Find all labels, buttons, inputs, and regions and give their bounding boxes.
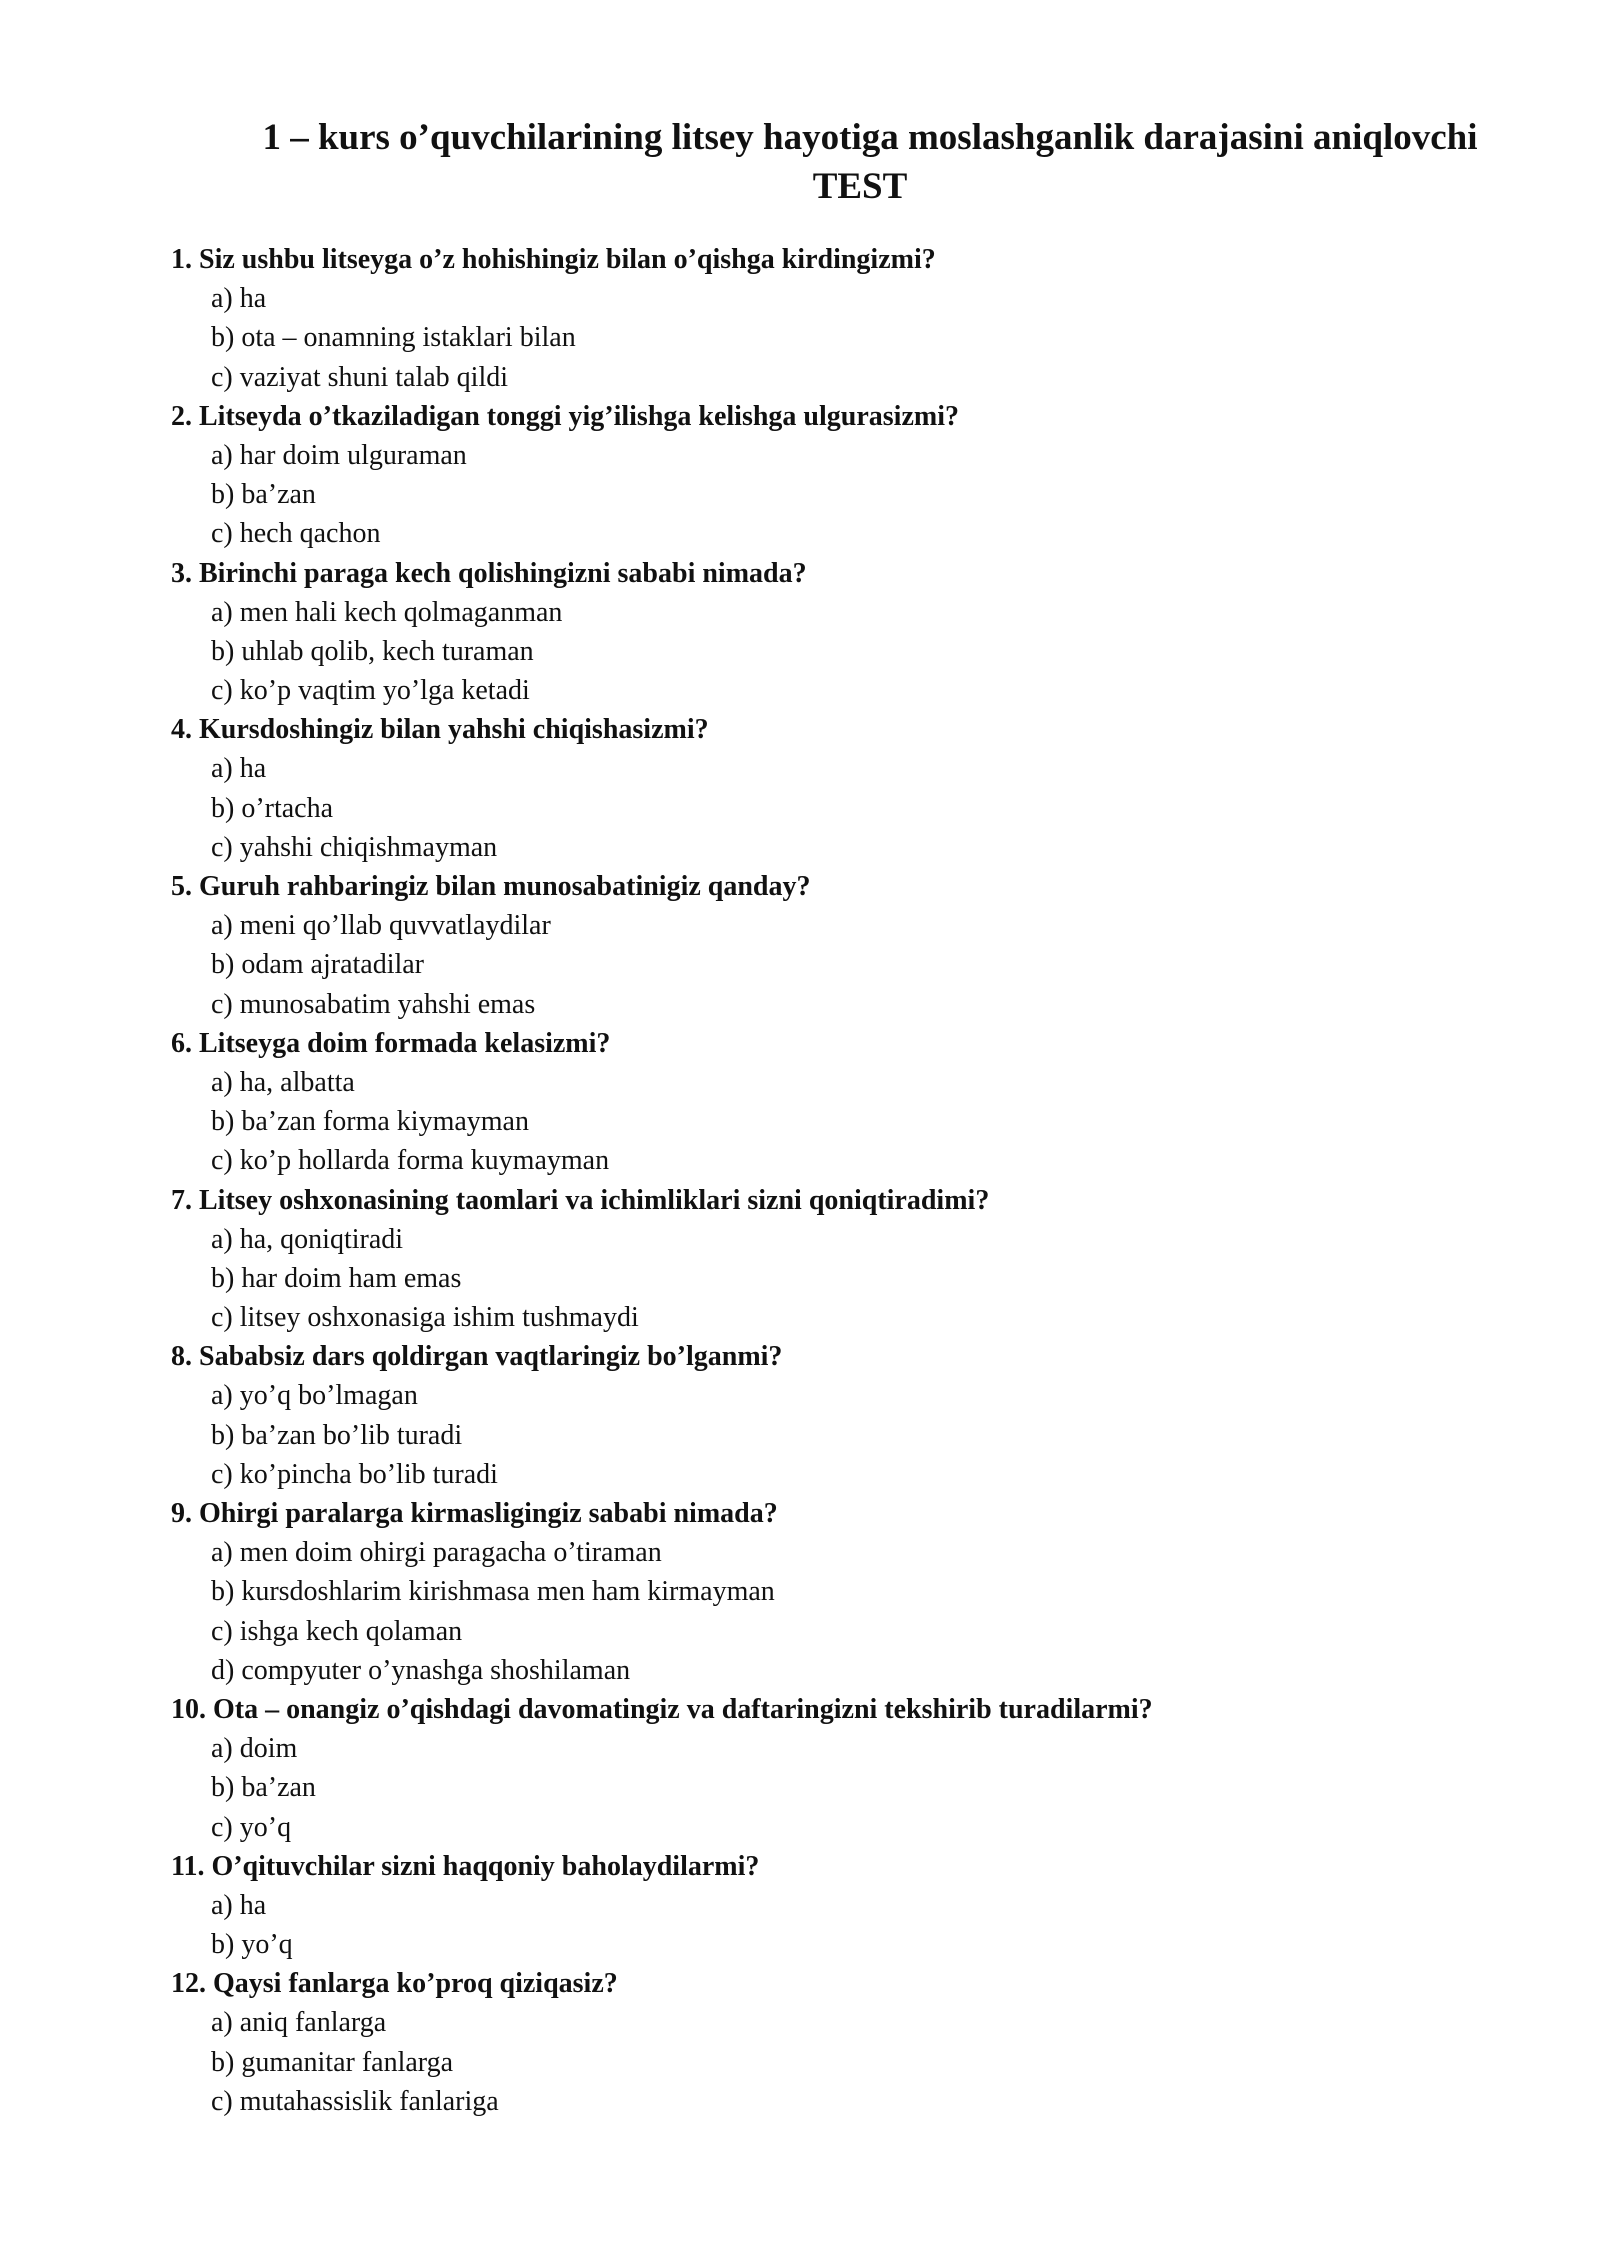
answer-option: b) yo’q bbox=[211, 1929, 293, 1961]
answer-option: a) men hali kech qolmaganman bbox=[211, 596, 563, 628]
answer-option: b) ba’zan bbox=[211, 479, 316, 511]
question-block bbox=[171, 397, 1471, 554]
answer-option: c) yo’q bbox=[211, 1811, 292, 1843]
answer-option: c) ko’p hollarda forma kuymayman bbox=[211, 1145, 610, 1177]
question-text: 1. Siz ushbu litseyga o’z hohishingiz bilan o’qishga kirdingizmi? bbox=[171, 244, 936, 275]
answer-option: b) gumanitar fanlarga bbox=[211, 2046, 454, 2078]
question-block bbox=[171, 1690, 1471, 1847]
answer-option: b) odam ajratadilar bbox=[211, 949, 425, 981]
answer-option: a) doim bbox=[211, 1733, 298, 1765]
question-block bbox=[171, 1024, 1471, 1181]
answer-option: c) vaziyat shuni talab qildi bbox=[211, 361, 509, 393]
answer-option: a) aniq fanlarga bbox=[211, 2007, 387, 2039]
answer-option: a) ha, albatta bbox=[211, 1066, 355, 1098]
question-block bbox=[171, 1964, 1471, 2121]
question-text: 10. Ota – onangiz o’qishdagi davomatingiz va daftaringizni tekshirib turadilarmi? bbox=[171, 1693, 1153, 1725]
answer-option: d) compyuter o’ynashga shoshilaman bbox=[211, 1654, 631, 1686]
answer-option: a) ha bbox=[211, 1889, 267, 1921]
answer-option: c) yahshi chiqishmayman bbox=[211, 831, 498, 863]
answer-option: b) o’rtacha bbox=[211, 792, 334, 824]
question-block bbox=[171, 867, 1471, 1024]
answer-option: b) uhlab qolib, kech turaman bbox=[211, 635, 534, 667]
answer-option: c) mutahassislik fanlariga bbox=[211, 2085, 499, 2117]
answer-option: a) men doim ohirgi paragacha o’tiraman bbox=[211, 1537, 662, 1569]
answer-option: c) ishga kech qolaman bbox=[211, 1615, 463, 1647]
answer-option: b) har doim ham emas bbox=[211, 1262, 462, 1294]
question-block bbox=[171, 1337, 1471, 1494]
question-text: 8. Sababsiz dars qoldirgan vaqtlaringiz bo’lganmi? bbox=[171, 1341, 783, 1373]
question-list bbox=[171, 240, 1471, 2121]
answer-option: c) ko’pincha bo’lib turadi bbox=[211, 1458, 498, 1490]
question-text: 6. Litseyga doim formada kelasizmi? bbox=[171, 1027, 611, 1059]
document-subtitle: TEST bbox=[812, 166, 908, 207]
answer-option: b) ba’zan forma kiymayman bbox=[211, 1106, 529, 1138]
question-text: 7. Litsey oshxonasining taomlari va ichimliklari sizni qoniqtiradimi? bbox=[171, 1184, 990, 1216]
answer-option: c) hech qachon bbox=[211, 518, 381, 550]
question-text: 2. Litseyda o’tkaziladigan tonggi yig’ilishga kelishga ulgurasizmi? bbox=[171, 400, 959, 432]
question-text: 12. Qaysi fanlarga ko’proq qiziqasiz? bbox=[171, 1968, 618, 2000]
answer-option: b) ba’zan bbox=[211, 1772, 316, 1804]
answer-option: a) yo’q bo’lmagan bbox=[211, 1380, 418, 1412]
answer-option: c) litsey oshxonasiga ishim tushmaydi bbox=[211, 1302, 639, 1334]
answer-option: a) har doim ulguraman bbox=[211, 439, 467, 471]
answer-option: b) ota – onamning istaklari bilan bbox=[211, 322, 576, 354]
document-title: 1 – kurs o’quvchilarining litsey hayotiga moslashganlik darajasini aniqlovchi bbox=[262, 117, 1478, 158]
question-block bbox=[171, 710, 1471, 867]
question-block bbox=[171, 1494, 1471, 1690]
answer-option: c) ko’p vaqtim yo’lga ketadi bbox=[211, 675, 530, 707]
answer-option: a) ha bbox=[211, 283, 267, 315]
question-block bbox=[171, 554, 1471, 711]
question-text: 5. Guruh rahbaringiz bilan munosabatinigiz qanday? bbox=[171, 871, 811, 902]
answer-option: c) munosabatim yahshi emas bbox=[211, 988, 536, 1020]
answer-option: a) meni qo’llab quvvatlaydilar bbox=[211, 910, 551, 942]
question-text: 3. Birinchi paraga kech qolishingizni sababi nimada? bbox=[171, 557, 807, 589]
question-block bbox=[171, 1181, 1471, 1338]
question-text: 9. Ohirgi paralarga kirmasligingiz sababi nimada? bbox=[171, 1498, 778, 1529]
question-block bbox=[171, 1847, 1471, 1965]
answer-option: a) ha, qoniqtiradi bbox=[211, 1223, 404, 1255]
answer-option: a) ha bbox=[211, 753, 267, 785]
question-text: 4. Kursdoshingiz bilan yahshi chiqishasizmi? bbox=[171, 714, 709, 746]
answer-option: b) ba’zan bo’lib turadi bbox=[211, 1419, 463, 1451]
question-block bbox=[171, 240, 1471, 397]
question-text: 11. O’qituvchilar sizni haqqoniy baholaydilarmi? bbox=[171, 1850, 760, 1882]
answer-option: b) kursdoshlarim kirishmasa men ham kirmayman bbox=[211, 1576, 775, 1608]
